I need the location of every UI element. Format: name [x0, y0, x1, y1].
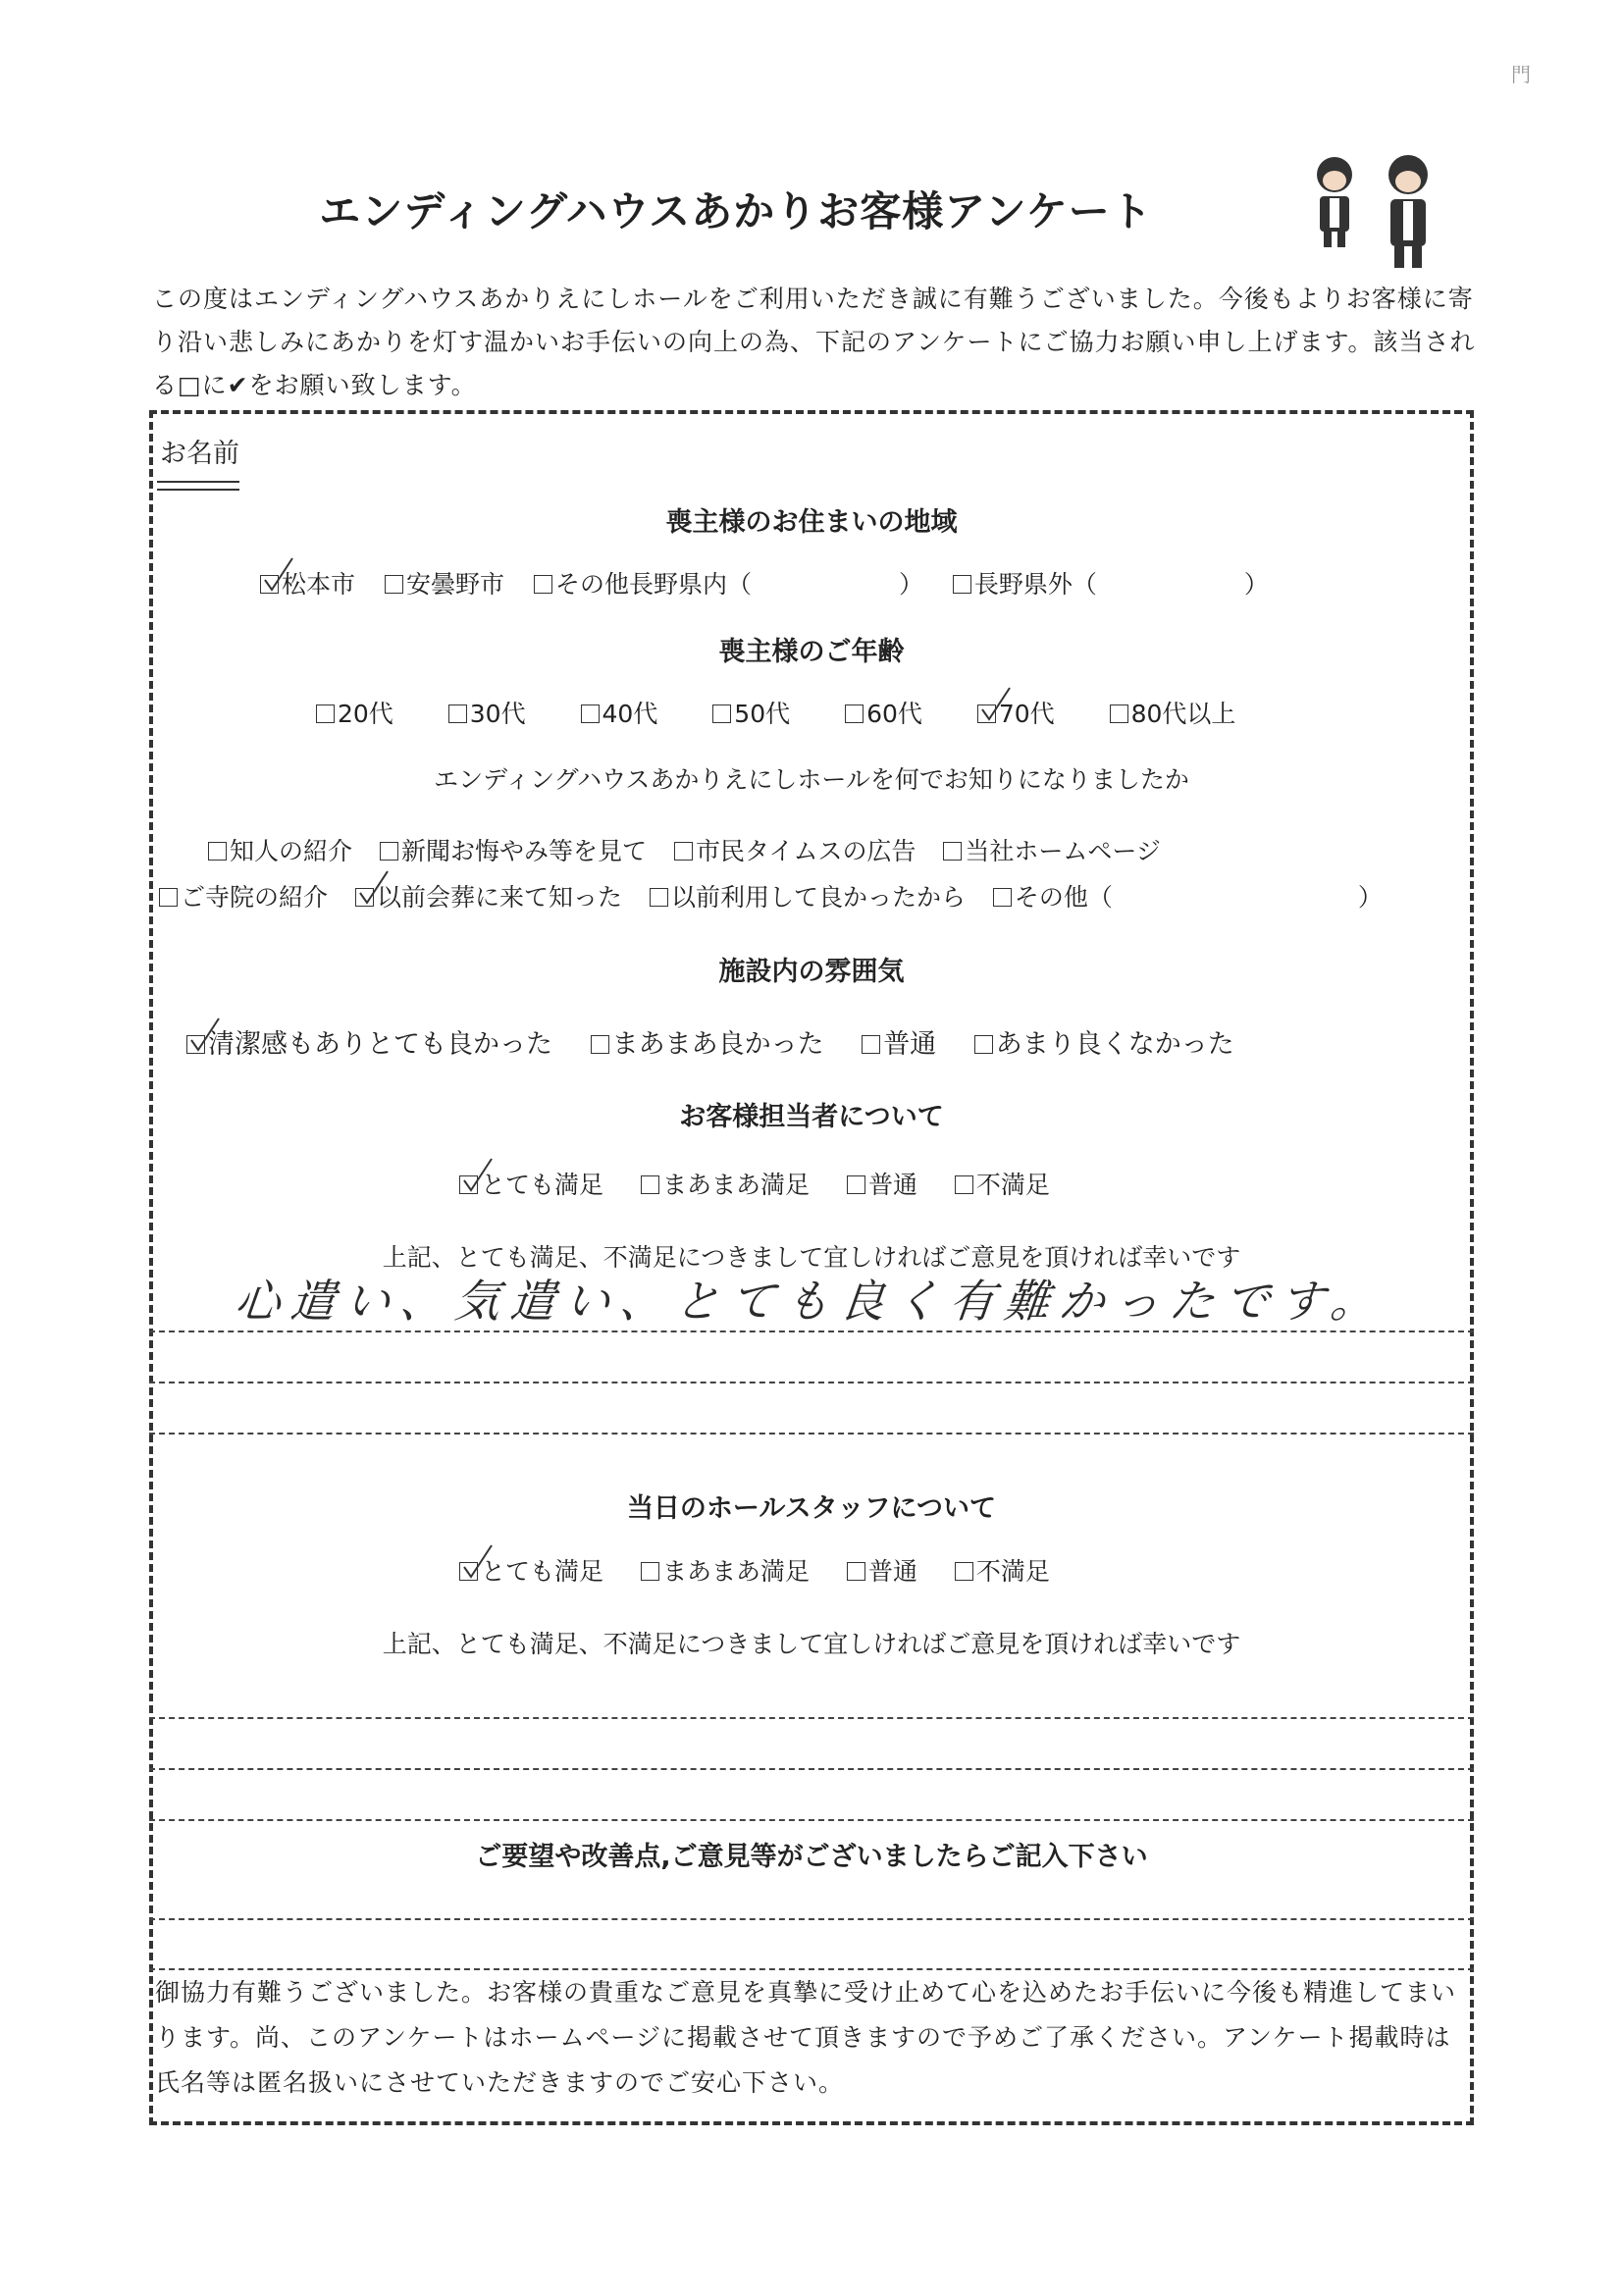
staff-comment-prompt: 上記、とても満足、不満足につきまして宜しければご意見を頂ければ幸いです [382, 1243, 1241, 1272]
checkbox-checked[interactable] [459, 1175, 478, 1194]
option-label: 普通 [867, 1171, 917, 1199]
checkbox[interactable] [159, 888, 178, 907]
source-option-acquaintance[interactable] [208, 832, 352, 867]
option-label: 当社ホームページ [965, 837, 1161, 865]
hall-staff-option-unsatisfied[interactable] [955, 1552, 1050, 1588]
source-options-row2 [159, 878, 1410, 913]
age-option-60s[interactable] [845, 695, 922, 730]
checkbox[interactable] [534, 575, 552, 594]
checkbox[interactable] [448, 704, 467, 723]
comment-line [149, 1819, 1474, 1821]
atmosphere-heading: 施設内の雰囲気 [718, 957, 905, 987]
checkbox[interactable] [650, 888, 668, 907]
option-label: 80代以上 [1130, 700, 1236, 728]
option-label: 不満足 [975, 1171, 1050, 1199]
source-option-newspaper[interactable] [380, 832, 647, 867]
checkbox[interactable] [208, 842, 227, 861]
checkbox-checked[interactable] [355, 888, 374, 907]
option-label: 50代 [734, 700, 791, 728]
source-option-shimin-times[interactable] [674, 832, 916, 867]
checkbox[interactable] [591, 1035, 609, 1054]
source-question: エンディングハウスあかりえにしホールを何でお知りになりましたか [434, 765, 1189, 794]
requests-heading: ご要望や改善点,ご意見等がございましたらご記入下さい [475, 1842, 1148, 1872]
checkbox[interactable] [845, 704, 864, 723]
region-option-matsumoto[interactable] [260, 565, 355, 600]
checkbox[interactable] [581, 704, 600, 723]
comment-line [149, 1717, 1474, 1719]
option-label: 以前会葬に来て知った [376, 883, 622, 912]
checkbox[interactable] [712, 704, 731, 723]
region-options [260, 565, 1296, 600]
comment-line [149, 1768, 1474, 1770]
region-option-outside-nagano[interactable] [953, 565, 1269, 600]
option-label: 20代 [338, 700, 393, 728]
option-label: まあまあ良かった [611, 1029, 824, 1060]
hall-staff-option-very-satisfied[interactable] [459, 1552, 603, 1588]
source-option-temple[interactable] [159, 878, 328, 913]
staff-heading: お客様担当者について [679, 1102, 944, 1132]
region-option-azumino[interactable] [385, 565, 504, 600]
age-option-40s[interactable] [581, 695, 658, 730]
option-label: 以前利用して良かったから [670, 883, 966, 912]
region-heading: 喪主様のお住まいの地域 [665, 507, 958, 538]
region-option-other-nagano[interactable] [534, 565, 923, 600]
option-label: 松本市 [282, 570, 356, 599]
checkbox[interactable] [847, 1175, 865, 1194]
checkbox-checked[interactable] [977, 704, 996, 723]
intro-text: この度はエンディングハウスあかりえにしホールをご利用いただき誠に有難うございました。今後もよりお客様に寄り沿い悲しみにあかりを灯す温かいお手伝いの向上の為、下記のアンケートにご協力お願い申し上げます。該当される□に✔をお願い致します。 [152, 285, 1476, 399]
checkbox[interactable] [674, 842, 693, 861]
comment-line [149, 1918, 1474, 1920]
source-options-row1 [208, 832, 1188, 867]
staff-option-fairly-satisfied[interactable] [641, 1166, 810, 1201]
option-label: 30代 [469, 700, 526, 728]
hall-staff-option-normal[interactable] [847, 1552, 917, 1588]
staff-option-very-satisfied[interactable] [459, 1166, 603, 1201]
checkbox[interactable] [862, 1035, 880, 1054]
option-label: とても満足 [481, 1171, 604, 1199]
checkbox-checked[interactable] [260, 575, 279, 594]
option-label: 60代 [866, 700, 922, 728]
checkbox[interactable] [955, 1562, 973, 1581]
option-label: その他長野県内（ ） [554, 570, 923, 599]
age-options [316, 695, 1263, 730]
option-label: まあまあ満足 [661, 1171, 810, 1199]
option-label: ご寺院の紹介 [181, 883, 329, 912]
atmosphere-option-not-good[interactable] [974, 1022, 1234, 1061]
age-option-80s-plus[interactable] [1110, 695, 1236, 730]
staff-option-unsatisfied[interactable] [955, 1166, 1050, 1201]
atmosphere-options [186, 1022, 1262, 1061]
checkbox[interactable] [993, 888, 1012, 907]
checkbox[interactable] [847, 1562, 865, 1581]
closing-text: 御協力有難うございました。お客様の貴重なご意見を真摯に受け止めて心を込めたお手伝いに今後も精進してまいります。尚、このアンケートはホームページに掲載させて頂きますので予めご了承ください。アンケート掲載時は氏名等は匿名扱いにさせていただきますのでご安心下さい。 [155, 1978, 1457, 2097]
age-option-20s[interactable] [316, 695, 393, 730]
age-option-70s[interactable] [977, 695, 1055, 730]
comment-line [149, 1382, 1474, 1383]
option-label: 70代 [998, 700, 1055, 728]
age-option-30s[interactable] [448, 695, 526, 730]
page-title: エンディングハウスあかりお客様アンケート [319, 187, 1153, 235]
source-option-previous-attendance[interactable] [355, 878, 622, 913]
atmosphere-option-fair[interactable] [591, 1022, 824, 1061]
option-label: 市民タイムスの広告 [695, 837, 916, 865]
option-label: 知人の紹介 [230, 837, 353, 865]
hall-staff-heading: 当日のホールスタッフについて [626, 1493, 997, 1524]
hall-staff-comment-prompt: 上記、とても満足、不満足につきまして宜しければご意見を頂ければ幸いです [382, 1630, 1241, 1658]
option-label: 長野県外（ ） [973, 570, 1269, 599]
checkbox[interactable] [641, 1562, 659, 1581]
age-heading: 喪主様のご年齢 [718, 637, 905, 667]
option-label: 普通 [883, 1029, 937, 1060]
checkbox[interactable] [316, 704, 335, 723]
comment-line [149, 1433, 1474, 1435]
checkbox[interactable] [974, 1035, 993, 1054]
corner-mark: 門 [1511, 63, 1531, 86]
option-label: 40代 [602, 700, 658, 728]
option-label: とても満足 [481, 1557, 604, 1586]
option-label: その他（ ） [1014, 883, 1383, 912]
staff-option-normal[interactable] [847, 1166, 917, 1201]
option-label: まあまあ満足 [661, 1557, 810, 1586]
staff-comment-handwritten: 心遣い、気遣い、とても良く有難かったです。 [232, 1275, 1388, 1328]
checkbox[interactable] [953, 575, 971, 594]
checkbox-checked[interactable] [459, 1562, 478, 1581]
comment-line [149, 1331, 1474, 1332]
checkbox[interactable] [380, 842, 398, 861]
option-label: 清潔感もありとても良かった [208, 1029, 552, 1060]
option-label: 新聞お悔やみ等を見て [400, 837, 647, 865]
source-option-previous-use[interactable] [650, 878, 966, 913]
source-option-homepage[interactable] [943, 832, 1161, 867]
option-label: 普通 [867, 1557, 917, 1586]
atmosphere-option-normal[interactable] [862, 1022, 936, 1061]
atmosphere-option-very-good[interactable] [186, 1022, 552, 1061]
checkbox[interactable] [385, 575, 403, 594]
checkbox[interactable] [955, 1175, 973, 1194]
option-label: あまり良くなかった [995, 1029, 1234, 1060]
hall-staff-option-fairly-satisfied[interactable] [641, 1552, 810, 1588]
checkbox[interactable] [1110, 704, 1128, 723]
hall-staff-options [459, 1552, 1077, 1588]
checkbox-checked[interactable] [186, 1035, 205, 1054]
staff-illustration [1290, 145, 1467, 273]
option-label: 不満足 [975, 1557, 1050, 1586]
name-label: お名前 [160, 439, 239, 469]
checkbox[interactable] [943, 842, 962, 861]
checkbox[interactable] [641, 1175, 659, 1194]
source-option-other[interactable] [993, 878, 1383, 913]
option-label: 安曇野市 [405, 570, 504, 599]
staff-options [459, 1166, 1077, 1201]
name-underline [157, 481, 239, 491]
age-option-50s[interactable] [712, 695, 790, 730]
